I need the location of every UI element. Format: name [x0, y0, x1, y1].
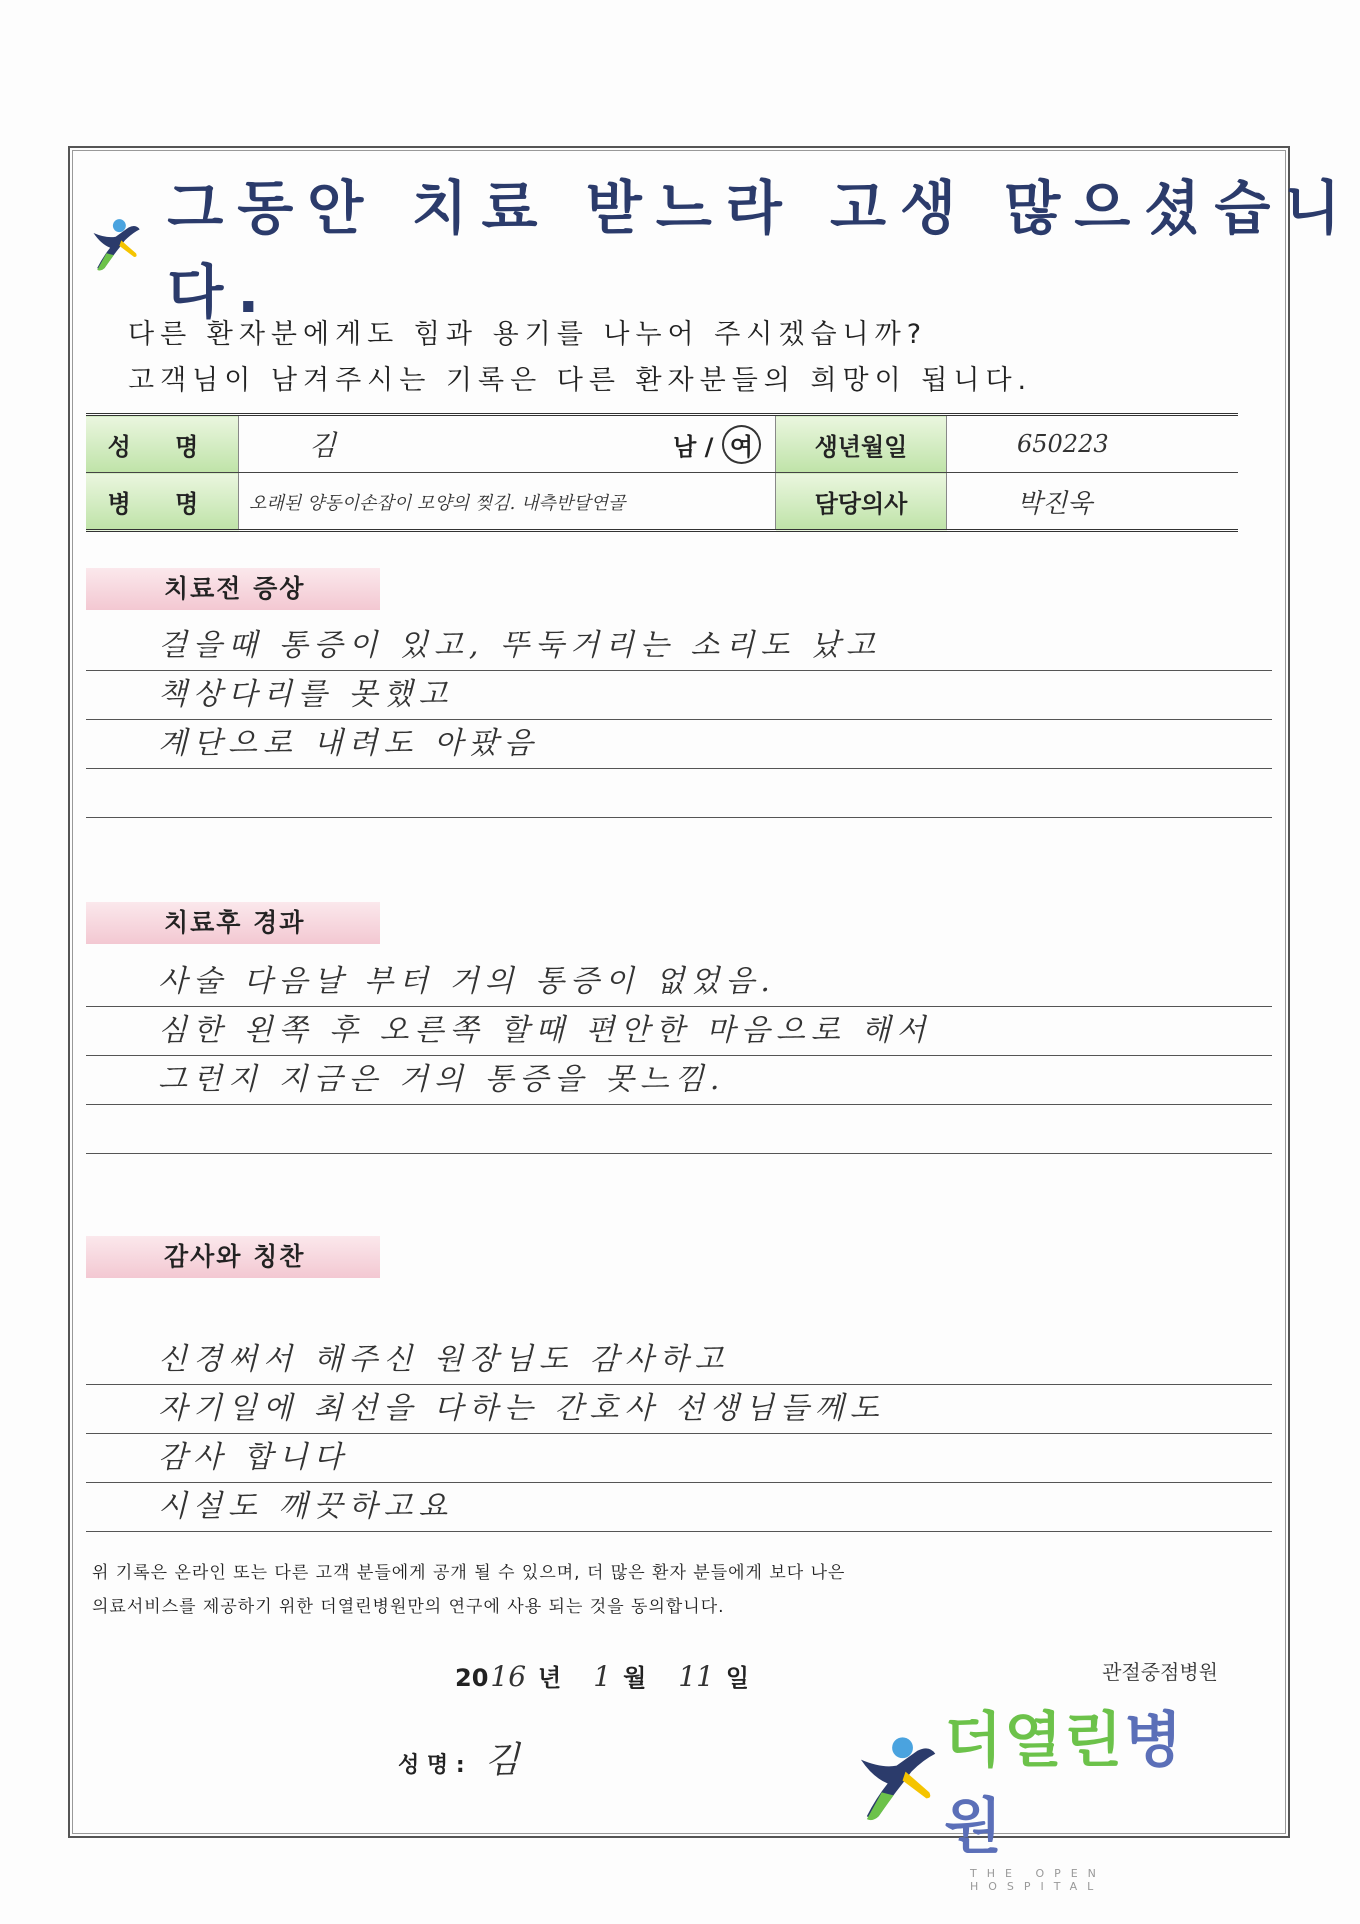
birth-value: 650223 — [1017, 430, 1109, 458]
logo-main — [852, 1693, 1232, 1865]
section-heading-before: 치료전 증상 — [86, 568, 380, 610]
ruled-line — [86, 1007, 1272, 1056]
logo-name-blue: 병원 — [944, 1706, 1185, 1862]
section-heading-thanks: 감사와 칭찬 — [86, 1236, 380, 1278]
section-heading-after: 치료후 경과 — [86, 902, 380, 944]
disease-label: 병 명 — [86, 473, 239, 531]
doctor-label: 담당의사 — [776, 473, 947, 531]
hospital-logo — [852, 1656, 1232, 1893]
ruled-line — [86, 958, 1272, 1007]
handwritten-text: 신경써서 해주신 원장님도 감사하고 — [158, 1342, 730, 1377]
month-handwritten: 1 — [593, 1660, 612, 1693]
handwritten-text: 심한 왼쪽 후 오른쪽 할때 편안한 마음으로 해서 — [158, 1013, 932, 1048]
year-handwritten: 16 — [490, 1660, 527, 1693]
ruled-line — [86, 1056, 1272, 1105]
thanks-lines — [86, 1336, 1272, 1532]
gender-cell — [620, 415, 776, 473]
handwritten-text: 걸을때 통증이 있고, 뚜둑거리는 소리도 났고 — [158, 628, 881, 663]
birth-value-cell — [947, 415, 1239, 473]
consent-line-1: 위 기록은 온라인 또는 다른 고객 분들에게 공개 될 수 있으며, 더 많은 환자 분들에게 보다 나은 — [92, 1563, 846, 1583]
name-label: 성 명 — [86, 415, 239, 473]
name-value-cell — [239, 415, 621, 473]
ruled-line — [86, 769, 1272, 818]
signature-value: 김 — [484, 1740, 520, 1781]
logo-name — [944, 1693, 1232, 1865]
intro-line-2: 고객님이 남겨주시는 기록은 다른 환자분들의 희망이 됩니다. — [128, 365, 1033, 396]
ruled-line — [86, 1336, 1272, 1385]
handwritten-text: 시설도 깨끗하고요 — [158, 1489, 454, 1524]
disease-value: 오래된 양동이손잡이 모양의 찢김. 내측반달연골 — [249, 493, 626, 514]
hospital-mascot-icon — [88, 214, 145, 276]
intro-line-1: 다른 환자분에게도 힘과 용기를 나누어 주시겠습니까? — [128, 319, 928, 350]
ruled-line — [86, 1483, 1272, 1532]
date-row — [455, 1658, 749, 1693]
handwritten-text: 책상다리를 못했고 — [158, 677, 454, 712]
patient-info-table — [86, 413, 1238, 532]
day-label: 일 — [725, 1664, 750, 1692]
birth-label: 생년월일 — [776, 415, 947, 473]
ruled-line — [86, 1434, 1272, 1483]
before-lines — [86, 622, 1272, 818]
page-title: 그동안 치료 받느라 고생 많으셨습니다. — [167, 174, 1355, 326]
handwritten-text: 자기일에 최선을 다하는 간호사 선생님들께도 — [158, 1391, 885, 1426]
handwritten-text: 그런지 지금은 거의 통증을 못느낌. — [158, 1062, 726, 1097]
handwritten-text: 계단으로 내려도 아팠음 — [158, 726, 539, 761]
hospital-mascot-icon — [852, 1731, 944, 1827]
logo-name-green: 더열린 — [944, 1706, 1125, 1776]
handwritten-text: 감사 합니다 — [158, 1440, 349, 1475]
logo-english: THE OPEN HOSPITAL — [970, 1867, 1106, 1893]
ruled-line — [86, 1105, 1272, 1154]
after-lines — [86, 958, 1272, 1154]
year-prefix: 20 — [455, 1664, 489, 1692]
year-label: 년 — [538, 1664, 562, 1692]
month-label: 월 — [623, 1664, 647, 1692]
handwritten-text: 사술 다음날 부터 거의 통증이 없었음. — [158, 964, 776, 999]
doctor-value-cell — [947, 473, 1239, 531]
signature-label: 성 명 : — [398, 1753, 465, 1778]
gender-selected-circle: 여 — [722, 425, 761, 464]
ruled-line — [86, 720, 1272, 769]
day-handwritten: 11 — [678, 1660, 714, 1693]
logo-subtitle: 관절중점병원 — [1102, 1660, 1218, 1684]
ruled-line — [86, 671, 1272, 720]
disease-value-cell — [239, 473, 776, 531]
name-value: 김 — [309, 429, 337, 462]
consent-line-2: 의료서비스를 제공하기 위한 더열린병원만의 연구에 사용 되는 것을 동의합니다. — [92, 1597, 725, 1617]
signature-row — [398, 1732, 519, 1783]
ruled-line — [86, 622, 1272, 671]
ruled-line — [86, 1385, 1272, 1434]
doctor-value: 박진욱 — [1017, 488, 1093, 519]
title-row — [88, 174, 1360, 326]
gender-label: 남 / 여 — [673, 433, 761, 461]
